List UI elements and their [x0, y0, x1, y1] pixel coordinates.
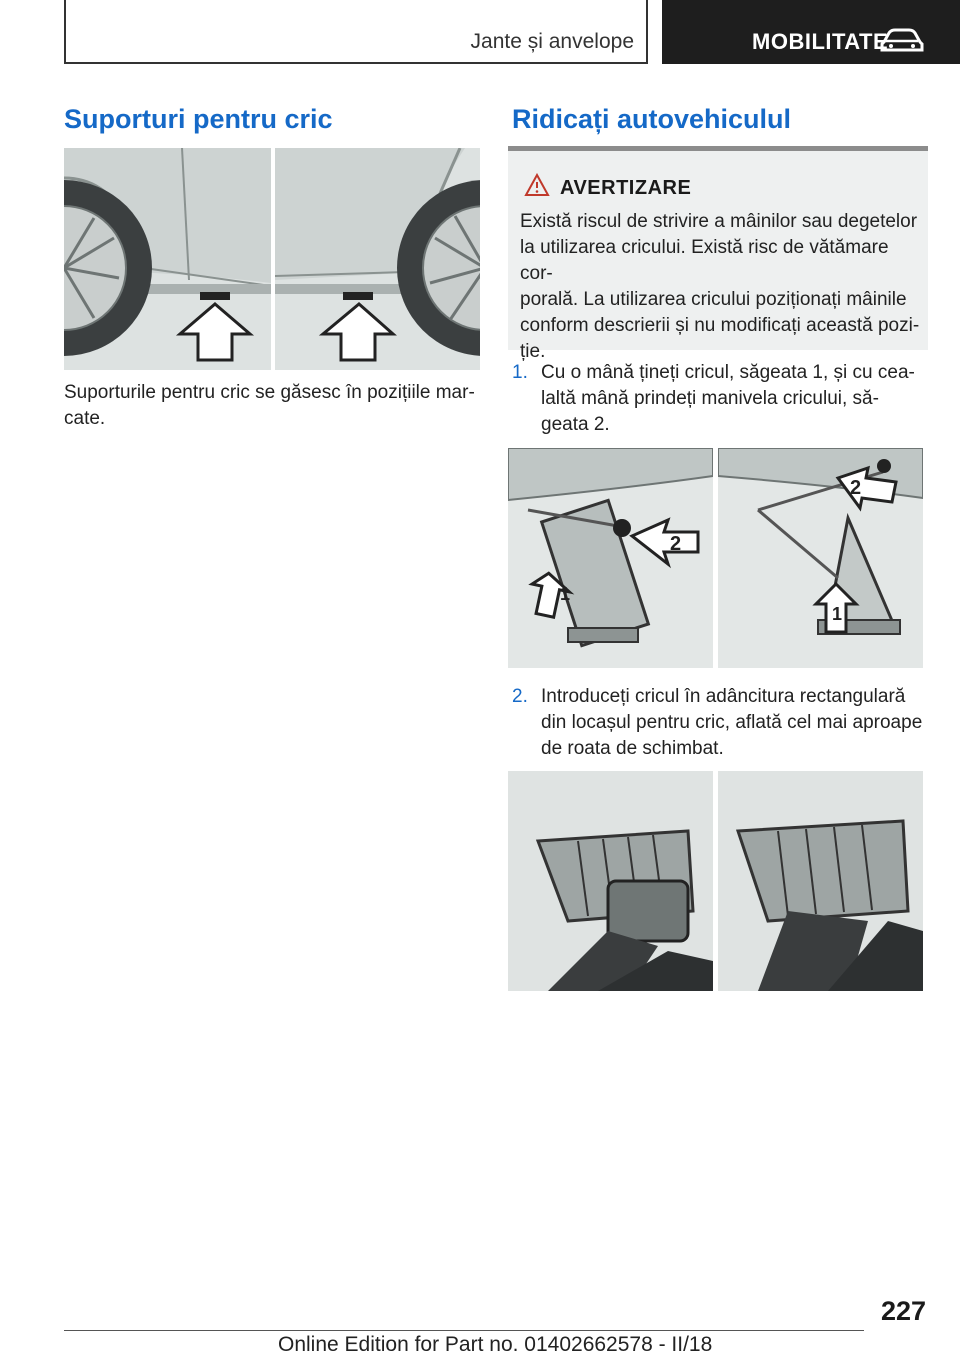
arrow-label-2: 2 [850, 477, 862, 499]
step-line: laltă mână prindeți manivela cricului, să- [541, 388, 879, 409]
left-caption-line: cate. [64, 408, 106, 429]
step-line: de roata de schimbat. [541, 738, 724, 759]
step-text [541, 360, 931, 438]
jack-crank-figure-left [508, 448, 713, 668]
footer-edition: Online Edition for Part no. 01402662578 - II/18 [278, 1333, 713, 1356]
warning-line: Există riscul de strivire a mâinilor sau degetelor [520, 211, 918, 232]
warning-title: AVERTIZARE [560, 177, 692, 199]
warning-box [508, 146, 928, 362]
right-section-title: Ridicați autovehiculul [512, 104, 792, 134]
header-section-tab [64, 0, 648, 64]
header-chapter-label: MOBILITATE [752, 29, 889, 54]
left-caption [64, 380, 484, 432]
step-text [541, 684, 931, 762]
jack-point-figure-rear [275, 148, 480, 370]
arrow-label-1: 1 [832, 604, 843, 624]
left-caption-line: Suporturile pentru cric se găsesc în pozițiile mar- [64, 382, 475, 403]
footer-divider [64, 1330, 864, 1331]
left-section-title: Suporturi pentru cric [64, 104, 333, 134]
warning-line: la utilizarea cricului. Există risc de vătămare cor- [520, 237, 889, 284]
jack-crank-figure-right [718, 448, 923, 668]
step-number: 1. [512, 362, 528, 383]
step-line: Introduceți cricul în adâncitura rectangulară [541, 686, 906, 707]
jack-recess-figure-left [508, 771, 713, 991]
arrow-label-1: 1 [560, 584, 571, 604]
warning-text [520, 209, 920, 365]
page-number: 227 [880, 1296, 926, 1326]
arrow-label-2: 2 [670, 533, 682, 555]
warning-triangle-icon [524, 173, 550, 197]
car-icon [880, 28, 924, 54]
warning-line: ție. [520, 341, 546, 362]
jack-point-figure-front [64, 148, 271, 370]
warning-line: porală. La utilizarea cricului poziționați mâinile [520, 289, 907, 310]
step-line: geata 2. [541, 414, 610, 435]
step-number: 2. [512, 686, 528, 707]
jack-recess-figure-right [718, 771, 923, 991]
warning-line: conform descrierii și nu modificați această pozi- [520, 315, 920, 336]
step-line: Cu o mână țineți cricul, săgeata 1, și cu cea- [541, 362, 915, 383]
step-line: din locașul pentru cric, aflată cel mai aproape [541, 712, 923, 733]
header-section-label: Jante și anvelope [470, 30, 634, 53]
